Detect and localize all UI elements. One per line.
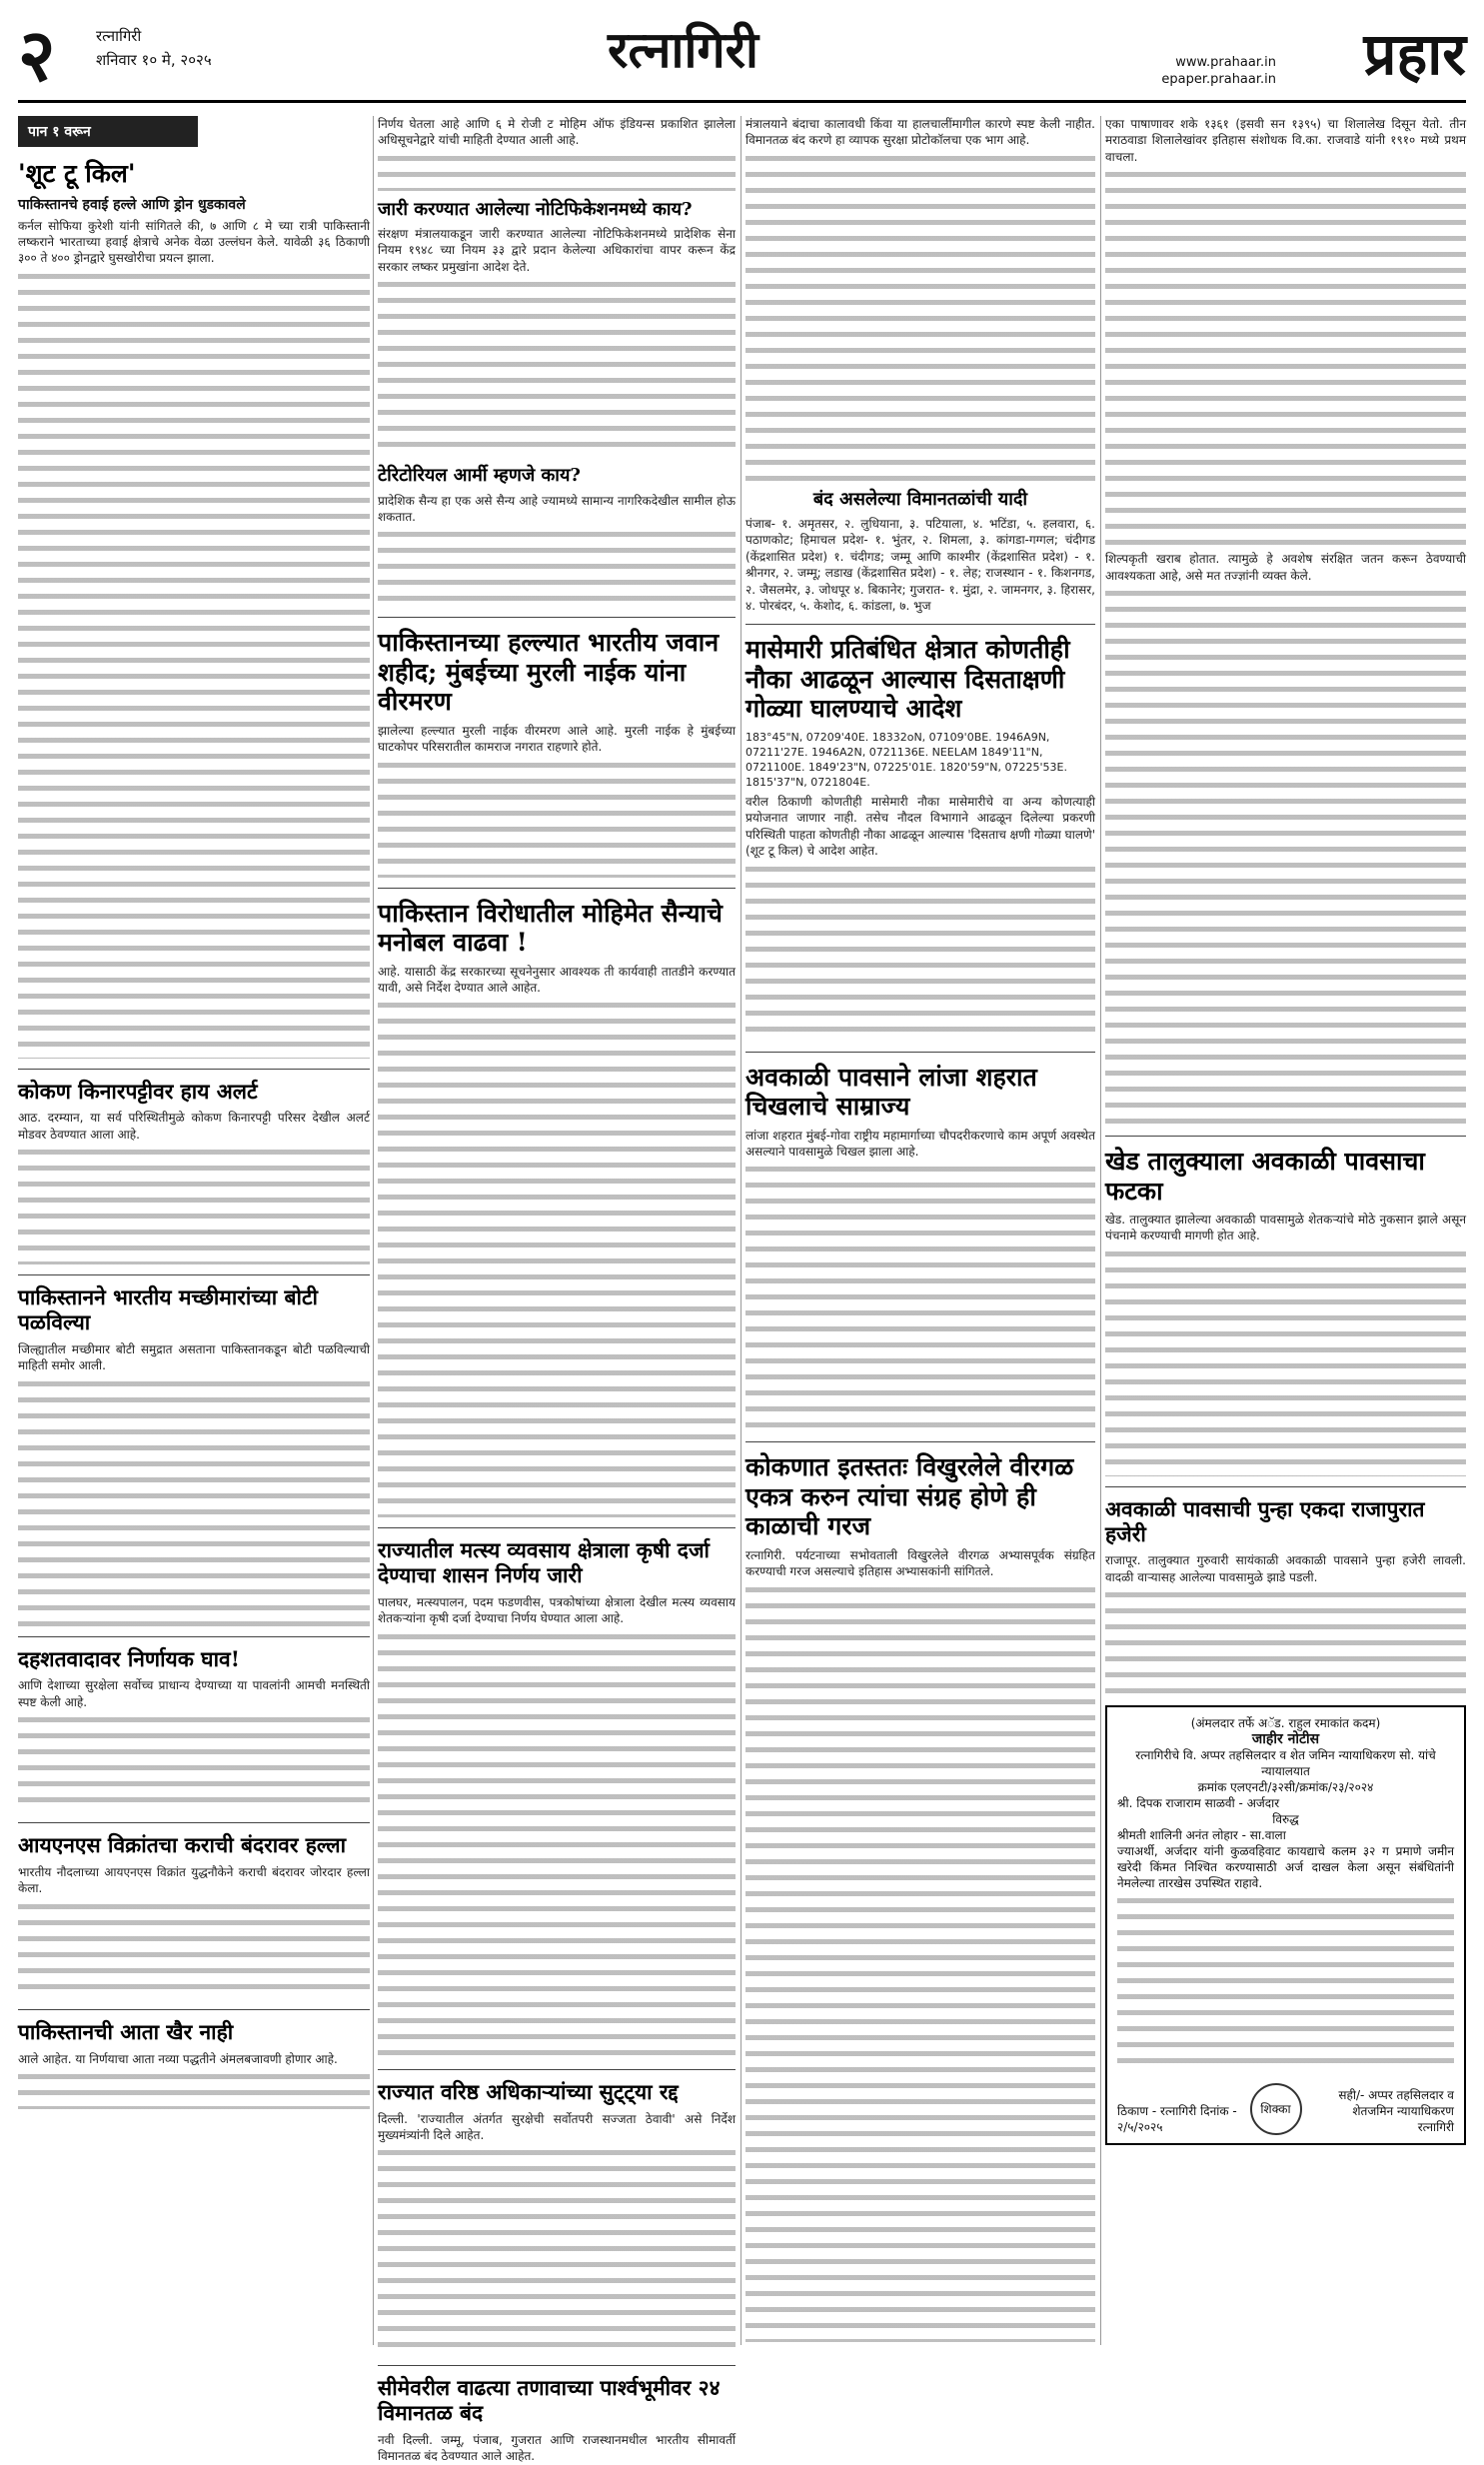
notice-party-1 (1117, 1795, 1454, 1811)
article-headline: राज्यात वरिष्ठ अधिकाऱ्यांच्या सुट्ट्या रद्द (378, 2078, 679, 2104)
article-body: पालघर, मत्स्यपालन, पदम फडणवीस, पत्रकोषांच्या क्षेत्राला देखील मत्स्य व्यवसाय शेतकऱ्यांना कृषी दर्जा देण्याचा निर्णय घेण्यात आला आहे. (378, 1594, 736, 1626)
article-separator (1105, 1486, 1466, 1487)
column-divider (373, 116, 374, 2345)
article-separator (18, 1636, 370, 1637)
notice-case-no: क्रमांक एलएनटी/३२सी/क्रमांक/२३/२०२४ (1197, 1780, 1374, 1795)
article-separator (378, 2365, 736, 2366)
article-text-block (18, 1145, 370, 1264)
article-separator (18, 1822, 370, 1823)
coordinates-list: 183°45"N, 07209'40E. 18332oN, 07109'0BE. 1946A9N, 07211'27E. 1946A2N, 0721136E. NEELAM 1849'11"N, 0721100E. 1849'23"N, 07225'01E. 1820'59"N, 07225'53E. 1815'37"N, 0721804E. (745, 730, 1067, 789)
article-body: मंत्रालयाने बंदाचा कालावधी किंवा या हालचालींमागील कारणे स्पष्ट केली नाहीत. विमानतळ बंद करणे हा व्यापक सुरक्षा प्रोटोकॉलचा एक भाग आहे. (745, 117, 1095, 148)
article-text-block (378, 2145, 736, 2355)
article-separator (378, 617, 736, 618)
section-subhead: टेरिटोरियल आर्मी म्हणजे काय? (378, 465, 581, 487)
dateline-date: शनिवार १० मे, २०२५ (96, 51, 212, 69)
section-subhead: बंद असलेल्या विमानतळांची यादी (812, 488, 1028, 510)
section-subhead: जारी करण्यात आलेल्या नोटिफिकेशनमध्ये काय? (378, 198, 693, 220)
article-body: कर्नल सोफिया कुरेशी यांनी सांगितले की, ७ आणि ८ मे च्या रात्री पाकिस्तानी लष्कराने भारताच्या हवाई क्षेत्राचे अनेक वेळा उल्लंघन केले. यावेळी ३६ ठिकाणी ३०० ते ४०० ड्रोनद्वारे घुसखोरीचा प्रयत्न झाला. (18, 218, 370, 266)
column-divider (1100, 116, 1101, 2345)
article-text-block (745, 1162, 1095, 1431)
notice-court: रत्नागिरीचे वि. अप्पर तहसिलदार व शेत जमिन न्यायाधिकरण सो. यांचे न्यायालयात (1135, 1748, 1436, 1779)
article-text-block (1105, 1587, 1466, 1697)
website-link[interactable]: www.prahaar.in (1175, 55, 1276, 70)
article-body: जिल्ह्यातील मच्छीमार बोटी समुद्रात असताना पाकिस्तानकडून बोटी पळविल्याची माहिती समोर आली. (18, 1341, 370, 1373)
section-title: रत्नागिरी (608, 20, 758, 79)
article-text-block (378, 758, 736, 878)
article-headline: सीमेवरील वाढत्या तणावाच्या पार्श्वभूमीवर २४ विमानतळ बंद (378, 2375, 721, 2426)
article-separator (18, 2009, 370, 2010)
article-body: प्रादेशिक सैन्य हा एक असे सैन्य आहे ज्यामध्ये सामान्य नागरिकदेखील सामील होऊ शकतात. (378, 493, 736, 524)
notice-party-2 (1117, 1827, 1454, 1843)
article-body: रत्नागिरी. पर्यटनाच्या सभोवताली विखुरलेले वीरगळ अभ्यासपूर्वक संग्रहित करण्याची गरज असल्याचे इतिहास अभ्यासकांनी सांगितले. (745, 1547, 1095, 1579)
article-text-block (1105, 167, 1466, 547)
notice-title: जाहीर नोटीस (1251, 1731, 1320, 1748)
article-text-block (378, 1629, 736, 2059)
dateline-city: रत्नागिरी (96, 27, 142, 45)
notice-tag: (अंमलदार तर्फे अॅड. राहुल रमाकांत कदम) (1190, 1716, 1381, 1731)
article-body: राजापूर. तालुक्यात गुरुवारी सायंकाळी अवकाळी पावसाने पुन्हा हजेरी लावली. वादळी वाऱ्यासह आलेल्या पावसामुळे झाडे पडली. (1105, 1553, 1466, 1584)
article-text-block (18, 269, 370, 1059)
article-separator (745, 1052, 1095, 1053)
article-text-block (18, 1376, 370, 1626)
article-separator (378, 1527, 736, 1528)
article-text-block (378, 527, 736, 607)
article-headline: आयएनएस विक्रांतचा कराची बंदरावर हल्ला (18, 1832, 347, 1858)
article-body: आठ. दरम्यान, या सर्व परिस्थितीमुळे कोकण किनारपट्टी परिसर देखील अलर्ट मोडवर ठेवण्यात आला आहे. (18, 1111, 370, 1142)
dateline (96, 24, 212, 72)
column-divider (741, 116, 742, 2345)
article-text-block (18, 2069, 370, 2109)
article-body: आणि देशाच्या सुरक्षेला सर्वोच्च प्राधान्य देण्याच्या या पावलांनी आमची मनस्थिती स्पष्ट केली आहे. (18, 1678, 370, 1709)
article-body: एका पाषाणावर शके १३६१ (इसवी सन १३९५) चा शिलालेख दिसून येतो. तीन मराठवाडा शिलालेखांवर इतिहास संशोधक वि.का. राजवाडे यांनी १९१० मध्ये प्रथम वाचला. (1105, 117, 1466, 164)
article-headline: पाकिस्तान विरोधातील मोहिमेत सैन्याचे मनोबल वाढवा ! (378, 898, 723, 958)
article-body: खेड. तालुक्यात झालेल्या अवकाळी पावसामुळे शेतकऱ्यांचे मोठे नुकसान झाले असून पंचनामे करण्याची मागणी होत आहे. (1105, 1213, 1466, 1243)
notice-text-block (1117, 1893, 1454, 2073)
article-body: लांजा शहरात मुंबई-गोवा राष्ट्रीय महामार्गाच्या चौपदरीकरणाचे काम अपूर्ण अवस्थेत असल्याने पावसामुळे चिखल झाला आहे. (745, 1128, 1095, 1160)
article-headline: पाकिस्तानने भारतीय मच्छीमारांच्या बोटी पळविल्या (18, 1284, 318, 1335)
notice-signatory: सही/- अप्पर तहसिलदार व शेतजमिन न्यायाधिकरण रत्नागिरी (1338, 2088, 1454, 2135)
article-body: वरील ठिकाणी कोणतीही मासेमारी नौका मासेमारीचे वा अन्य कोणत्याही प्रयोजनात जाणार नाही. तसेच नौदल विभागाने आढळून दिलेल्या प्रकरणी परिस्थिती पाहता कोणतीही नौका आढळून आल्यास 'दिसताच क्षणी गोळ्या घालणे' (शूट टू किल) चे आदेश आहेत. (745, 794, 1095, 859)
article-headline: दहशतवादावर निर्णायक घाव! (18, 1645, 240, 1671)
continued-banner: पान १ वरून (18, 116, 198, 147)
article-separator (1105, 1136, 1466, 1137)
newspaper-logo: प्रहार (1363, 20, 1466, 88)
article-subhead: पाकिस्तानचे हवाई हल्ले आणि ड्रोन धुडकावले (18, 196, 246, 213)
article-separator (378, 888, 736, 889)
party-1-role: - अर्जदार (1238, 1796, 1280, 1811)
article-text-block (745, 151, 1095, 481)
article-body: संरक्षण मंत्रालयाकडून जारी करण्यात आलेल्या नोटिफिकेशनमध्ये प्रादेशिक सेना नियम १९४८ च्या नियम ३३ द्वारे प्रदान केलेल्या अधिकारांचा वापर करून केंद्र सरकार लष्कर प्रमुखांना आदेश देते. (378, 227, 736, 274)
article-headline: 'शूट टू किल' (18, 159, 136, 188)
airport-list: पंजाब- १. अमृतसर, २. लुधियाना, ३. पटियाला, ४. भटिंडा, ५. हलवारा, ६. पठाणकोट; हिमाचल प्रदेश- १. भुंतर, २. शिमला, ३. कांगडा-गग्गल; चंदीगड (केंद्रशासित प्रदेश) १. चंदीगड; जम्मू आणि काश्मीर (केंद्रशासित प्रदेश) - १. श्रीनगर, २. जम्मू; लडाख (केंद्रशासित प्रदेश) - १. लेह; राजस्थान - १. किशनगड, २. जैसलमेर, ३. जोधपूर ४. बिकानेर; गुजरात- १. मुंद्रा, २. जामनगर, ३. हिरासर, ४. पोरबंदर, ५. केशोद, ६. कांडला, ७. भुज (745, 517, 1095, 614)
article-separator (18, 1274, 370, 1275)
article-body: भारतीय नौदलाच्या आयएनएस विक्रांत युद्धनौकेने कराची बंदरावर जोरदार हल्ला केला. (18, 1864, 370, 1896)
public-notice (1105, 1705, 1466, 2145)
article-separator (745, 624, 1095, 625)
article-body: झालेल्या हल्ल्यात मुरली नाईक वीरमरण आले आहे. मुरली नाईक हे मुंबईच्या घाटकोपर परिसरातील कामराज नगरात राहणारे होते. (378, 723, 736, 755)
masthead-rule (18, 100, 1466, 103)
party-2-name: श्रीमती शालिनी अनंत लोहार (1117, 1828, 1238, 1843)
article-headline: खेड तालुक्याला अवकाळी पावसाचा फटका (1105, 1147, 1425, 1206)
article-text-block (745, 1582, 1095, 2342)
article-separator (18, 1069, 370, 1070)
article-text-block (378, 151, 736, 191)
web-links (1161, 54, 1276, 88)
article-headline: कोकणात इतस्ततः विखुरलेले वीरगळ एकत्र करुन त्यांचा संग्रह होणे ही काळाची गरज (745, 1452, 1074, 1541)
article-text-block (18, 1899, 370, 1999)
column-4 (1105, 116, 1466, 2145)
article-headline: पाकिस्तानची आता खैर नाही (18, 2018, 234, 2044)
column-1 (18, 116, 370, 2113)
page-number: २ (18, 12, 56, 97)
article-headline: राज्यातील मत्स्य व्यवसाय क्षेत्राला कृषी दर्जा देण्याचा शासन निर्णय जारी (378, 1537, 710, 1588)
column-2 (378, 116, 736, 2465)
article-text-block (18, 1712, 370, 1812)
column-3 (745, 116, 1095, 2346)
article-headline: पाकिस्तानच्या हल्ल्यात भारतीय जवान शहीद; मुंबईच्या मुरली नाईक यांना वीरमरण (378, 628, 720, 717)
seal-stamp: शिक्का (1250, 2083, 1302, 2135)
article-body: आहे. यासाठी केंद्र सरकारच्या सूचनेनुसार आवश्यक ती कार्यवाही तातडीने करण्यात यावी, असे निर्देश देण्यात आले आहेत. (378, 964, 736, 996)
article-body: शिल्पकृती खराब होतात. त्यामुळे हे अवशेष संरक्षित जतन करून ठेवण्याची आवश्यकता आहे, असे मत तज्ज्ञांनी व्यक्त केले. (1105, 552, 1466, 583)
article-text-block (1105, 1246, 1466, 1476)
notice-footer (1117, 2083, 1454, 2135)
masthead (18, 10, 1466, 98)
article-separator (745, 1441, 1095, 1442)
article-headline: अवकाळी पावसाची पुन्हा एकदा राजापुरात हजेरी (1105, 1495, 1425, 1546)
party-1-name: श्री. दिपक राजाराम साळवी (1117, 1796, 1235, 1811)
article-separator (378, 2069, 736, 2070)
article-body: नवी दिल्ली. जम्मू, पंजाब, गुजरात आणि राजस्थानमधील भारतीय सीमावर्ती विमानतळ बंद ठेवण्यात आले आहेत. (378, 2432, 736, 2464)
notice-body: ज्याअर्थी, अर्जदार यांनी कुळवहिवाट कायद्याचे कलम ३२ ग प्रमाणे जमीन खरेदी किंमत निश्चित करण्यासाठी अर्ज दाखल केला असून संबंधितांनी नेमलेल्या तारखेस उपस्थित राहावे. (1117, 1844, 1454, 1891)
epaper-link[interactable]: epaper.prahaar.in (1161, 72, 1276, 87)
article-body: दिल्ली. 'राज्यातील अंतर्गत सुरक्षेची सर्वोतपरी सज्जता ठेवावी' असे निर्देश मुख्यमंत्र्यांनी दिले आहेत. (378, 2111, 736, 2142)
article-headline: मासेमारी प्रतिबंधित क्षेत्रात कोणतीही नौका आढळून आल्यास दिसताक्षणी गोळ्या घालण्याचे आदेश (745, 635, 1070, 724)
article-headline: कोकण किनारपट्टीवर हाय अलर्ट (18, 1078, 258, 1104)
party-2-role: - सा.वाला (1241, 1828, 1286, 1843)
article-text-block (745, 862, 1095, 1042)
article-text-block (378, 998, 736, 1517)
article-text-block (378, 277, 736, 457)
article-body: निर्णय घेतला आहे आणि ६ मे रोजी ट मोहिम ऑफ इंडियन्स प्रकाशित झालेला अधिसूचनेद्वारे यांची माहिती देण्यात आली आहे. (378, 117, 736, 148)
article-text-block (1105, 586, 1466, 1126)
notice-date: ठिकाण - रत्नागिरी दिनांक - २/५/२०२५ (1117, 2104, 1237, 2135)
notice-versus: विरुद्ध (1272, 1812, 1299, 1827)
article-body: आले आहेत. या निर्णयाचा आता नव्या पद्धतीने अंमलबजावणी होणार आहे. (18, 2051, 338, 2066)
article-headline: अवकाळी पावसाने लांजा शहरात चिखलाचे साम्राज्य (745, 1062, 1037, 1122)
